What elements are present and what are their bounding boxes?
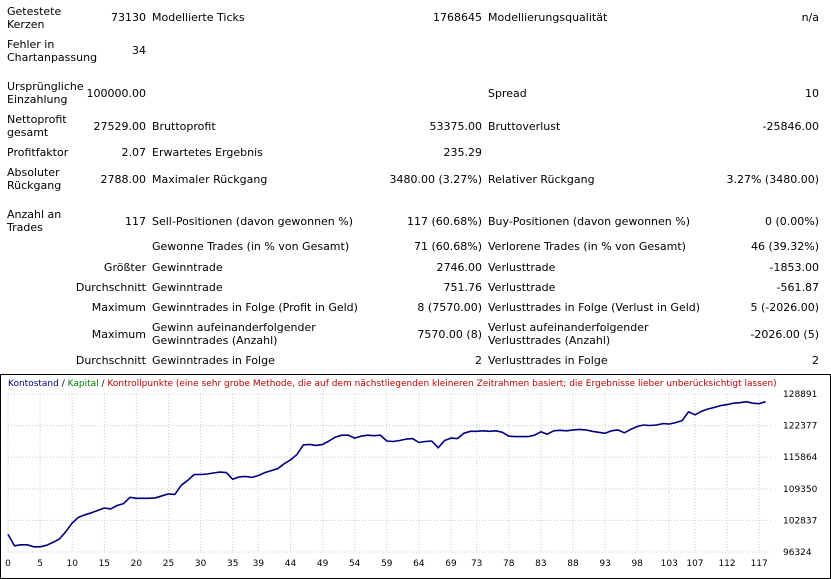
won-trades-value: 71 (60.68%) <box>413 240 482 253</box>
x-tick-label: 15 <box>98 559 111 569</box>
bars-label: Getestete Kerzen <box>7 5 62 31</box>
max-cons-loss-value: -2026.00 (5) <box>750 328 819 341</box>
y-tick-label: 102837 <box>783 516 818 527</box>
x-tick-label: 107 <box>686 559 704 569</box>
total-trades-value: 117 <box>125 215 146 228</box>
long-positions-value: 0 (0.00%) <box>764 215 819 228</box>
largest-loss-value: -1853.00 <box>769 261 819 274</box>
x-tick-label: 30 <box>194 559 207 569</box>
won-trades-label: Gewonne Trades (in % von Gesamt) <box>152 240 350 253</box>
net-profit-value: 27529.00 <box>93 120 146 133</box>
gross-profit-value: 53375.00 <box>429 120 482 133</box>
average-label: Durchschnitt <box>75 281 146 294</box>
y-tick-label: 122377 <box>783 421 818 432</box>
legend-separator: / <box>98 379 108 389</box>
max-cons-losses-label: Verlusttrades in Folge (Verlust in Geld) <box>488 301 701 314</box>
x-tick-label: 49 <box>316 559 329 569</box>
net-profit-label: Nettoprofit gesamt <box>7 113 67 139</box>
max-cons-wins-value: 8 (7570.00) <box>417 301 482 314</box>
max-cons-profit-label: Gewinn aufeinanderfolgender Gewinntrades (Anzahl) <box>152 321 316 347</box>
x-tick-label: 39 <box>252 559 265 569</box>
avg-cons-wins-label: Gewinntrades in Folge <box>152 354 275 367</box>
total-trades-label: Anzahl an Trades <box>7 208 62 234</box>
lost-trades-value: 46 (39.32%) <box>750 240 819 253</box>
quality-label: Modellierungsqualität <box>488 11 608 24</box>
avg-loss-label: Verlusttrade <box>488 281 556 294</box>
x-tick-label: 35 <box>226 559 239 569</box>
lost-trades-label: Verlorene Trades (in % von Gesamt) <box>488 240 686 253</box>
x-tick-label: 112 <box>718 559 736 569</box>
x-tick-label: 20 <box>130 559 143 569</box>
avg-win-value: 751.76 <box>443 281 482 294</box>
chart-legend <box>8 379 777 389</box>
x-tick-label: 83 <box>535 559 547 569</box>
abs-drawdown-label: Absoluter Rückgang <box>7 166 62 192</box>
avg-cons-wins-value: 2 <box>475 354 482 367</box>
avg-cons-losses-label: Verlusttrades in Folge <box>488 354 608 367</box>
short-positions-value: 117 (60.68%) <box>406 215 482 228</box>
bars-value: 73130 <box>111 11 146 24</box>
x-tick-label: 0 <box>5 559 11 569</box>
x-tick-label: 98 <box>631 559 643 569</box>
profit-factor-label: Profitfaktor <box>7 146 69 159</box>
max-cons-losses-value: 5 (-2026.00) <box>750 301 819 314</box>
expected-payoff-label: Erwartetes Ergebnis <box>152 146 263 159</box>
mismatch-value: 34 <box>132 44 146 57</box>
x-tick-label: 78 <box>503 559 515 569</box>
x-tick-label: 25 <box>162 559 175 569</box>
gross-profit-label: Bruttoprofit <box>152 120 216 133</box>
largest-label: Größter <box>103 261 146 274</box>
x-tick-label: 10 <box>66 559 78 569</box>
y-tick-label: 128891 <box>783 390 818 400</box>
x-tick-label: 44 <box>284 559 297 569</box>
short-positions-label: Sell-Positionen (davon gewonnen %) <box>152 215 354 228</box>
maximum2-label: Maximum <box>91 328 146 341</box>
legend-separator: / <box>58 379 68 389</box>
max-cons-profit-value: 7570.00 (8) <box>417 328 482 341</box>
spread-label: Spread <box>488 87 527 100</box>
x-tick-label: 73 <box>470 559 483 569</box>
long-positions-label: Buy-Positionen (davon gewonnen %) <box>488 215 690 228</box>
legend-equity: Kapital <box>67 379 99 389</box>
profit-factor-value: 2.07 <box>121 146 146 159</box>
maximum-label: Maximum <box>91 301 146 314</box>
max-cons-wins-label: Gewinntrades in Folge (Profit in Geld) <box>152 301 358 314</box>
x-tick-label: 88 <box>567 559 579 569</box>
gross-loss-value: -25846.00 <box>762 120 819 133</box>
legend-note: Kontrollpunkte (eine sehr grobe Methode, die auf dem nächstliegenden kleineren Zeitrahmen basiert; die Ergebnisse lieber unberücksichtigt lassen) <box>107 379 777 389</box>
average2-label: Durchschnitt <box>75 354 146 367</box>
x-tick-label: 64 <box>413 559 425 569</box>
deposit-value: 100000.00 <box>86 87 146 100</box>
rel-drawdown-label: Relativer Rückgang <box>488 173 595 186</box>
quality-value: n/a <box>801 11 819 24</box>
mismatch-label: Fehler in Chartanpassung <box>7 38 98 64</box>
max-drawdown-label: Maximaler Rückgang <box>152 173 268 186</box>
avg-win-label: Gewinntrade <box>152 281 223 294</box>
x-tick-label: 117 <box>750 559 768 569</box>
avg-loss-value: -561.87 <box>776 281 819 294</box>
abs-drawdown-value: 2788.00 <box>100 173 146 186</box>
x-tick-label: 103 <box>660 559 678 569</box>
x-tick-label: 69 <box>445 559 457 569</box>
avg-cons-losses-value: 2 <box>812 354 819 367</box>
legend-balance: Kontostand <box>8 379 59 389</box>
spread-value: 10 <box>805 87 819 100</box>
max-drawdown-value: 3480.00 (3.27%) <box>389 173 482 186</box>
y-tick-label: 96324 <box>783 548 812 558</box>
x-tick-label: 54 <box>348 559 361 569</box>
y-tick-label: 109350 <box>783 484 818 495</box>
largest-win-value: 2746.00 <box>436 261 482 274</box>
chart-frame <box>1 375 831 579</box>
y-tick-label: 115864 <box>783 453 818 464</box>
x-tick-label: 59 <box>381 559 393 569</box>
ticks-label: Modellierte Ticks <box>152 11 245 24</box>
balance-chart <box>0 374 831 579</box>
largest-loss-label: Verlusttrade <box>488 261 556 274</box>
gross-loss-label: Bruttoverlust <box>488 120 561 133</box>
max-cons-loss-label: Verlust aufeinanderfolgender Verlusttrades (Anzahl) <box>488 321 649 347</box>
expected-payoff-value: 235.29 <box>443 146 482 159</box>
deposit-label: Ursprüngliche Einzahlung <box>7 80 84 106</box>
x-tick-label: 5 <box>37 559 43 569</box>
ticks-value: 1768645 <box>433 11 482 24</box>
largest-win-label: Gewinntrade <box>152 261 223 274</box>
rel-drawdown-value: 3.27% (3480.00) <box>726 173 819 186</box>
x-tick-label: 93 <box>599 559 611 569</box>
